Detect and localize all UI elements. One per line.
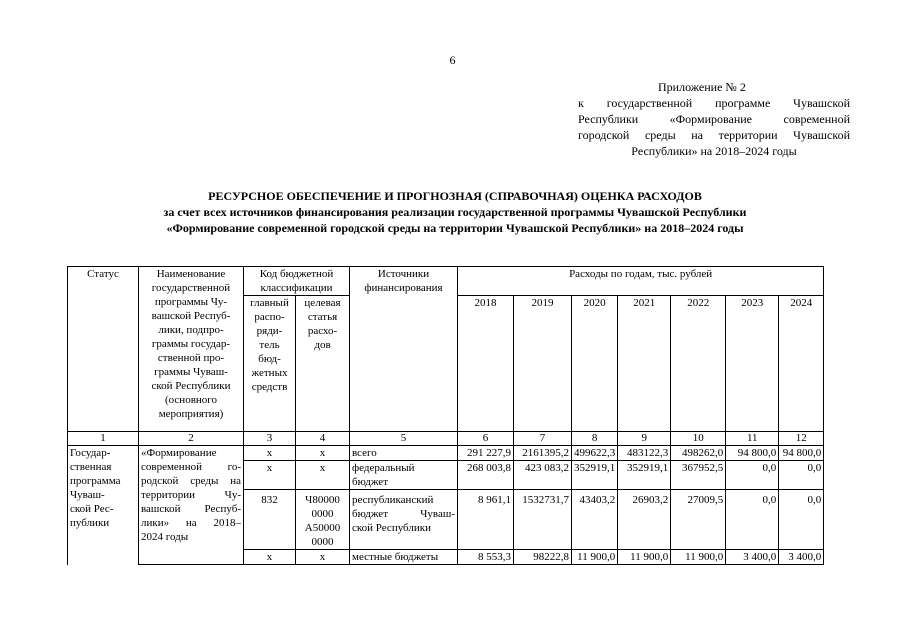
- cell-value-2022: 498262,0: [671, 446, 726, 461]
- text-line: современной го-: [141, 461, 241, 473]
- header-expenses: Расходы по годам, тыс. рублей: [458, 267, 824, 296]
- cell-value-2019: 2161395,2: [514, 446, 572, 461]
- text-line: ственная: [70, 461, 112, 473]
- program-name: [139, 446, 244, 565]
- text-line: публики: [70, 517, 110, 529]
- header-target-article-lines: [298, 296, 347, 352]
- text-line: жетных: [251, 367, 288, 379]
- cell-value-2020: 43403,2: [572, 490, 618, 550]
- text-line: программа: [70, 475, 121, 487]
- cell-source-lines: [352, 493, 455, 535]
- cell-value-2018: 291 227,9: [458, 446, 514, 461]
- header-year-2018: 2018: [458, 296, 514, 432]
- text-line: мероприятия): [158, 408, 224, 420]
- text-line: вашской Респуб-: [141, 503, 241, 515]
- text-line: родской среды на: [141, 475, 241, 487]
- cell-source: [350, 446, 458, 461]
- text-line: «Формирование: [141, 447, 217, 459]
- text-line: 0000: [311, 536, 334, 548]
- column-number: 8: [572, 432, 618, 446]
- text-line: Источники: [377, 268, 430, 280]
- text-line: Ч80000: [305, 494, 340, 506]
- cell-target: [296, 446, 350, 461]
- cell-value-2023: 0,0: [726, 490, 779, 550]
- cell-target-lines: [298, 446, 347, 460]
- cell-value-2020: 352919,1: [572, 461, 618, 490]
- column-number: 1: [68, 432, 139, 446]
- header-name-lines: [141, 267, 241, 421]
- header-name: [139, 267, 244, 432]
- program-name-lines: [141, 446, 241, 544]
- text-line: бюд-: [258, 353, 281, 365]
- appendix-line: Республики» на 2018–2024 годы: [631, 144, 797, 158]
- text-line: статья: [307, 311, 338, 323]
- cell-value-2018: 8 553,3: [458, 550, 514, 565]
- text-line: распо-: [254, 311, 285, 323]
- column-number: 9: [618, 432, 671, 446]
- text-line: территории Чу-: [141, 489, 241, 501]
- cell-source: [350, 461, 458, 490]
- text-line: средств: [251, 381, 288, 393]
- text-line: 2024 годы: [141, 531, 189, 543]
- header-year-2022: 2022: [671, 296, 726, 432]
- cell-target-lines: [298, 550, 347, 564]
- cell-value-2019: 1532731,7: [514, 490, 572, 550]
- cell-target-lines: [298, 493, 347, 549]
- cell-value-2020: 11 900,0: [572, 550, 618, 565]
- cell-value-2022: 27009,5: [671, 490, 726, 550]
- title-line: за счет всех источников финансирования реализации государственной программы Чувашской Республики: [163, 205, 747, 219]
- text-line: лики, подпро-: [158, 324, 224, 336]
- cell-value-2020: 499622,3: [572, 446, 618, 461]
- header-budget-code: [244, 267, 350, 296]
- table-row: [68, 446, 824, 461]
- text-line: финансирования: [364, 282, 443, 294]
- header-target-article: [296, 296, 350, 432]
- text-line: x: [319, 462, 326, 474]
- text-line: граммы государ-: [151, 338, 231, 350]
- title-line: РЕСУРСНОЕ ОБЕСПЕЧЕНИЕ И ПРОГНОЗНАЯ (СПРАВОЧНАЯ) ОЦЕНКА РАСХОДОВ: [208, 189, 702, 203]
- column-number: 12: [779, 432, 824, 446]
- cell-value-2018: 8 961,1: [458, 490, 514, 550]
- text-line: всего: [352, 447, 377, 459]
- column-number: 11: [726, 432, 779, 446]
- text-line: республиканский: [352, 494, 434, 506]
- cell-target-lines: [298, 461, 347, 475]
- text-line: x: [319, 551, 326, 563]
- cell-value-2022: 11 900,0: [671, 550, 726, 565]
- cell-value-2019: 423 083,2: [514, 461, 572, 490]
- header-sources: [350, 267, 458, 432]
- resource-table: [67, 266, 824, 565]
- text-line: местные бюджеты: [352, 551, 439, 563]
- cell-value-2019: 98222,8: [514, 550, 572, 565]
- text-line: граммы Чуваш-: [154, 366, 228, 378]
- text-line: А50000: [304, 522, 341, 534]
- text-line: дов: [314, 339, 331, 351]
- cell-manager: x: [244, 550, 296, 565]
- cell-source: [350, 550, 458, 565]
- page-number: 6: [449, 53, 456, 67]
- header-year-2020: 2020: [572, 296, 618, 432]
- document-title: [60, 188, 850, 236]
- text-line: ской Рес-: [70, 503, 114, 515]
- program-status-lines: [70, 446, 136, 530]
- cell-manager: x: [244, 461, 296, 490]
- column-number: 3: [244, 432, 296, 446]
- cell-value-2023: 0,0: [726, 461, 779, 490]
- header-year-2019: 2019: [514, 296, 572, 432]
- text-line: расхо-: [307, 325, 338, 337]
- column-number: 7: [514, 432, 572, 446]
- cell-value-2021: 11 900,0: [618, 550, 671, 565]
- text-line: государственной: [151, 282, 231, 294]
- cell-value-2024: 0,0: [779, 490, 824, 550]
- header-year-2021: 2021: [618, 296, 671, 432]
- cell-value-2024: 3 400,0: [779, 550, 824, 565]
- column-numbers-row: [68, 432, 824, 446]
- text-line: ской Республики: [151, 380, 231, 392]
- text-line: бюджет Чуваш-: [352, 508, 455, 520]
- text-line: Наименование: [156, 268, 226, 280]
- text-line: x: [319, 447, 326, 459]
- appendix-line: к государственной программе Чувашской: [578, 96, 850, 110]
- cell-source: [350, 490, 458, 550]
- column-number: 2: [139, 432, 244, 446]
- cell-target: [296, 461, 350, 490]
- header-year-2024: 2024: [779, 296, 824, 432]
- cell-source-lines: [352, 446, 455, 460]
- cell-value-2018: 268 003,8: [458, 461, 514, 490]
- text-line: федеральный: [352, 462, 415, 474]
- header-main-manager-lines: [246, 296, 293, 394]
- cell-value-2021: 26903,2: [618, 490, 671, 550]
- cell-value-2023: 3 400,0: [726, 550, 779, 565]
- column-number: 10: [671, 432, 726, 446]
- column-number: 4: [296, 432, 350, 446]
- cell-value-2021: 483122,3: [618, 446, 671, 461]
- header-budget-code-lines: [246, 267, 347, 295]
- cell-source-lines: [352, 461, 455, 489]
- header-main-manager: [244, 296, 296, 432]
- cell-manager: 832: [244, 490, 296, 550]
- cell-value-2023: 94 800,0: [726, 446, 779, 461]
- cell-value-2024: 94 800,0: [779, 446, 824, 461]
- text-line: ряди-: [256, 325, 283, 337]
- cell-target: [296, 550, 350, 565]
- header-sources-lines: [352, 267, 455, 295]
- text-line: лики» на 2018–: [141, 517, 241, 529]
- cell-source-lines: [352, 550, 455, 564]
- cell-value-2021: 352919,1: [618, 461, 671, 490]
- appendix-heading: [578, 79, 850, 159]
- column-number: 5: [350, 432, 458, 446]
- appendix-line: городской среды на территории Чувашской: [578, 128, 850, 142]
- header-year-2023: 2023: [726, 296, 779, 432]
- appendix-line: Республики «Формирование современной: [578, 112, 850, 126]
- text-line: 0000: [311, 508, 334, 520]
- text-line: вашской Респуб-: [151, 310, 231, 322]
- text-line: ской Республики: [352, 522, 431, 534]
- text-line: (основного: [164, 394, 218, 406]
- program-status: [68, 446, 139, 565]
- text-line: целевая: [304, 297, 341, 309]
- cell-value-2024: 0,0: [779, 461, 824, 490]
- title-line: «Формирование современной городской среды на территории Чувашской Республики» на 2018–2024 годы: [166, 221, 744, 235]
- text-line: главный: [250, 297, 289, 309]
- text-line: классификации: [260, 282, 333, 294]
- text-line: Код бюджетной: [259, 268, 334, 280]
- text-line: Чуваш-: [70, 489, 105, 501]
- header-row: [68, 267, 824, 296]
- appendix-line: Приложение № 2: [658, 80, 746, 94]
- text-line: ственной про-: [157, 352, 225, 364]
- text-line: программы Чу-: [154, 296, 228, 308]
- column-number: 6: [458, 432, 514, 446]
- text-line: бюджет: [352, 476, 388, 488]
- cell-target: [296, 490, 350, 550]
- text-line: тель: [259, 339, 280, 351]
- text-line: Государ-: [70, 447, 111, 459]
- header-status: Статус: [68, 267, 139, 432]
- cell-manager: x: [244, 446, 296, 461]
- cell-value-2022: 367952,5: [671, 461, 726, 490]
